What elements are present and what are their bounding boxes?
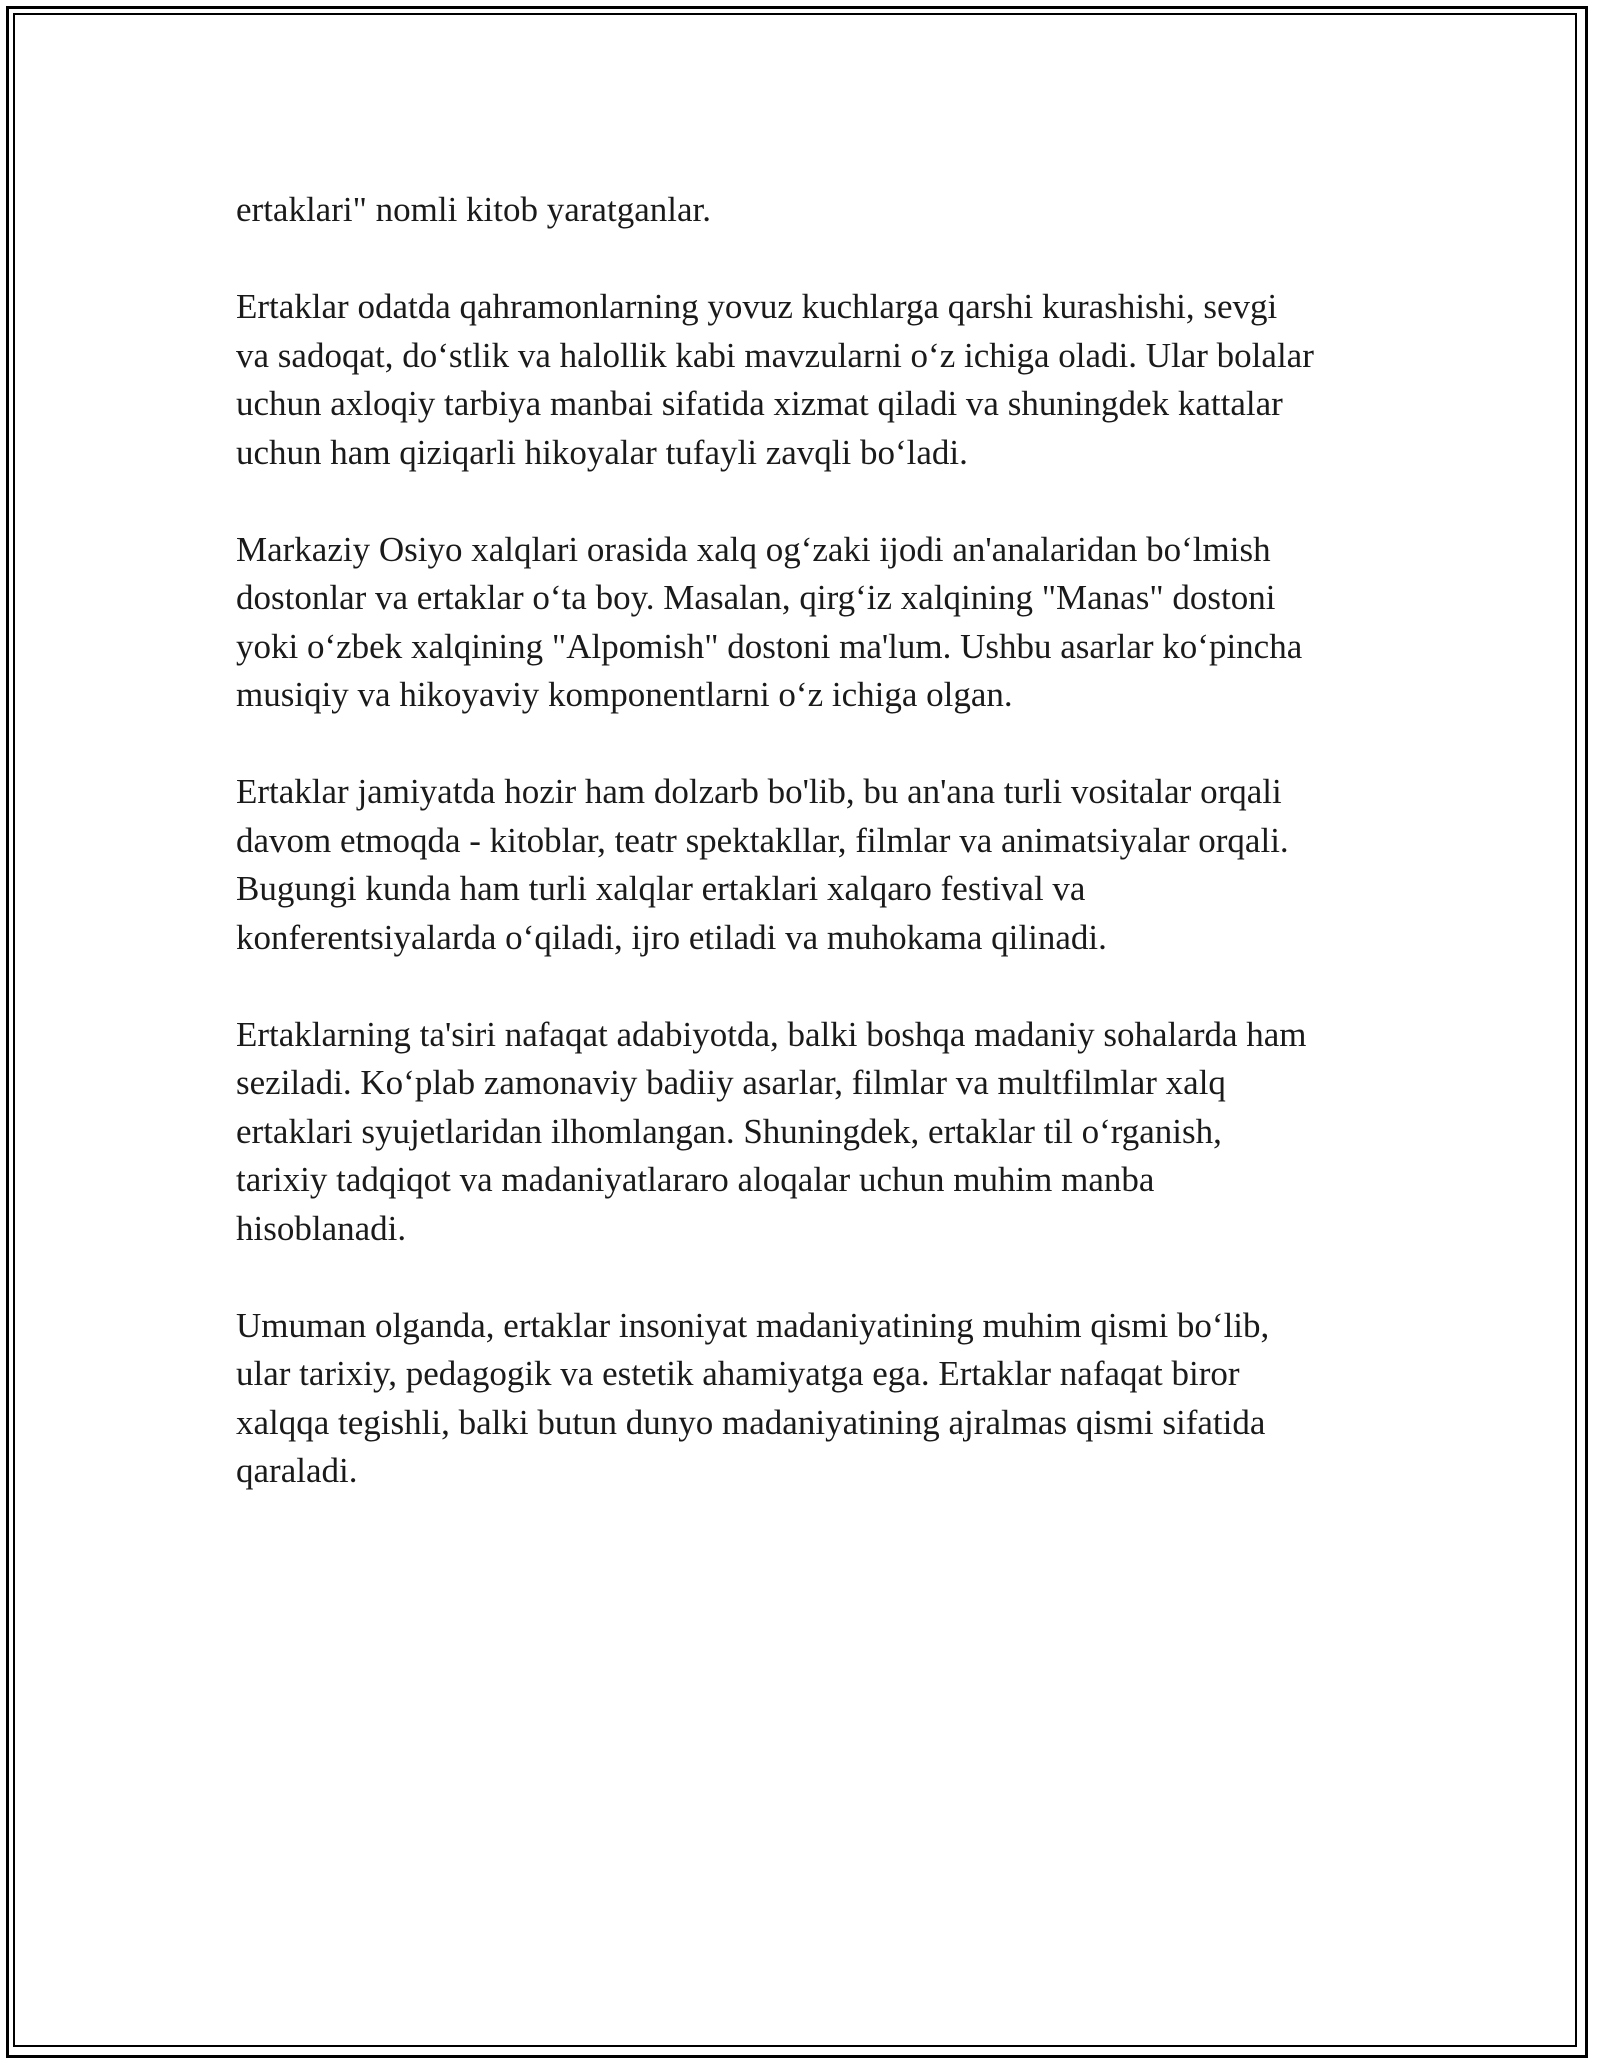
paragraph: Umuman olganda, ertaklar insoniyat madaniyatining muhim qismi bo‘lib, ular tarixiy, pedagogik va estetik ahamiyatga ega. Ertaklar nafaqat biror xalqqa tegishli, balki butun dunyo madaniyatining ajralmas qismi sifatida qaraladi.	[236, 1305, 1270, 1490]
paragraph: Ertaklar odatda qahramonlarning yovuz kuchlarga qarshi kurashishi, sevgi va sadoqat, do‘stlik va halollik kabi mavzularni o‘z ichiga oladi. Ular bolalar uchun axloqiy tarbiya manbai sifatida xizmat qiladi va shuningdek kattalar uchun ham qiziqarli hikoyalar tufayli zavqli bo‘ladi.	[236, 287, 1314, 472]
paragraph: ertaklari" nomli kitob yaratganlar.	[236, 190, 711, 229]
document-body	[236, 186, 1396, 1544]
paragraph: Markaziy Osiyo xalqlari orasida xalq og‘zaki ijodi an'analaridan bo‘lmish dostonlar va ertaklar o‘ta boy. Masalan, qirg‘iz xalqining "Manas" dostoni yoki o‘zbek xalqining "Alpomish" dostoni ma'lum. Ushbu asarlar ko‘pincha musiqiy va hikoyaviy komponentlarni o‘z ichiga olgan.	[236, 529, 1303, 714]
paragraph: Ertaklar jamiyatda hozir ham dolzarb bo'lib, bu an'ana turli vositalar orqali davom etmoqda - kitoblar, teatr spektakllar, filmlar va animatsiyalar orqali. Bugungi kunda ham turli xalqlar ertaklari xalqaro festival va konferentsiyalarda o‘qiladi, ijro etiladi va muhokama qilinadi.	[236, 772, 1289, 957]
paragraph: Ertaklarning ta'siri nafaqat adabiyotda, balki boshqa madaniy sohalarda ham seziladi. Ko‘plab zamonaviy badiiy asarlar, filmlar va multfilmlar xalq ertaklari syujetlaridan ilhomlangan. Shuningdek, ertaklar til o‘rganish, tarixiy tadqiqot va madaniyatlararo aloqalar uchun muhim manba hisoblanadi.	[236, 1014, 1307, 1248]
